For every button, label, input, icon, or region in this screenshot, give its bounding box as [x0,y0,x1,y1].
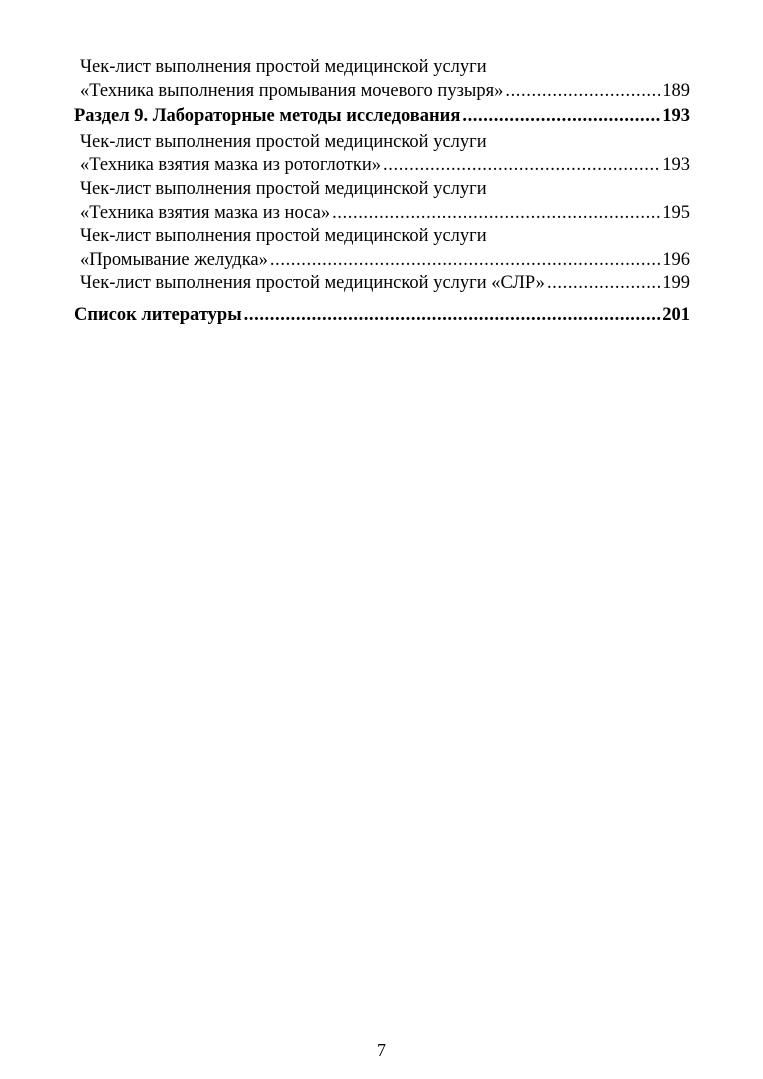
dot-leader [244,304,661,328]
toc-page-number: 201 [662,304,690,325]
toc-page-number: 193 [662,155,690,176]
toc-page-number: 195 [662,202,690,223]
toc-line [74,225,690,249]
toc-line [74,202,690,226]
toc-line [74,80,690,104]
toc-entry-text: Чек-лист выполнения простой медицинской услуги [80,226,487,247]
table-of-contents [74,56,690,330]
toc-page-number: 199 [662,273,690,294]
toc-entry-text: Чек-лист выполнения простой медицинской услуги [80,57,487,77]
toc-entry-text: «Техника выполнения промывания мочевого пузыря» [80,80,504,101]
dot-leader [547,272,660,296]
toc-page-number: 193 [662,106,690,127]
toc-entry-text: Чек-лист выполнения простой медицинской услуги [80,131,487,152]
toc-section-line [74,105,690,129]
toc-page-number: 196 [662,249,690,270]
toc-line [74,56,690,80]
toc-section-title: Список литературы [74,304,242,325]
toc-entry-text: «Промывание желудка» [80,249,268,270]
dot-leader [383,154,660,178]
dot-leader [462,105,660,129]
toc-entry-text: «Техника взятия мазка из ротоглотки» [80,155,382,176]
page-number: 7 [377,1040,386,1060]
toc-line [74,249,690,273]
toc-entry-text: «Техника взятия мазка из носа» [80,202,331,223]
toc-section-title: Раздел 9. Лабораторные методы исследования [74,106,461,127]
toc-page-number: 189 [662,80,690,101]
toc-entry-text: Чек-лист выполнения простой медицинской услуги [80,178,487,199]
dot-leader [505,80,660,104]
toc-line [74,178,690,202]
toc-line [74,272,690,296]
toc-section-line [74,304,690,328]
dot-leader [270,249,660,273]
dot-leader [332,202,660,226]
toc-line [74,154,690,178]
toc-entry-text: Чек-лист выполнения простой медицинской услуги «СЛР» [80,273,545,294]
toc-line [74,131,690,155]
